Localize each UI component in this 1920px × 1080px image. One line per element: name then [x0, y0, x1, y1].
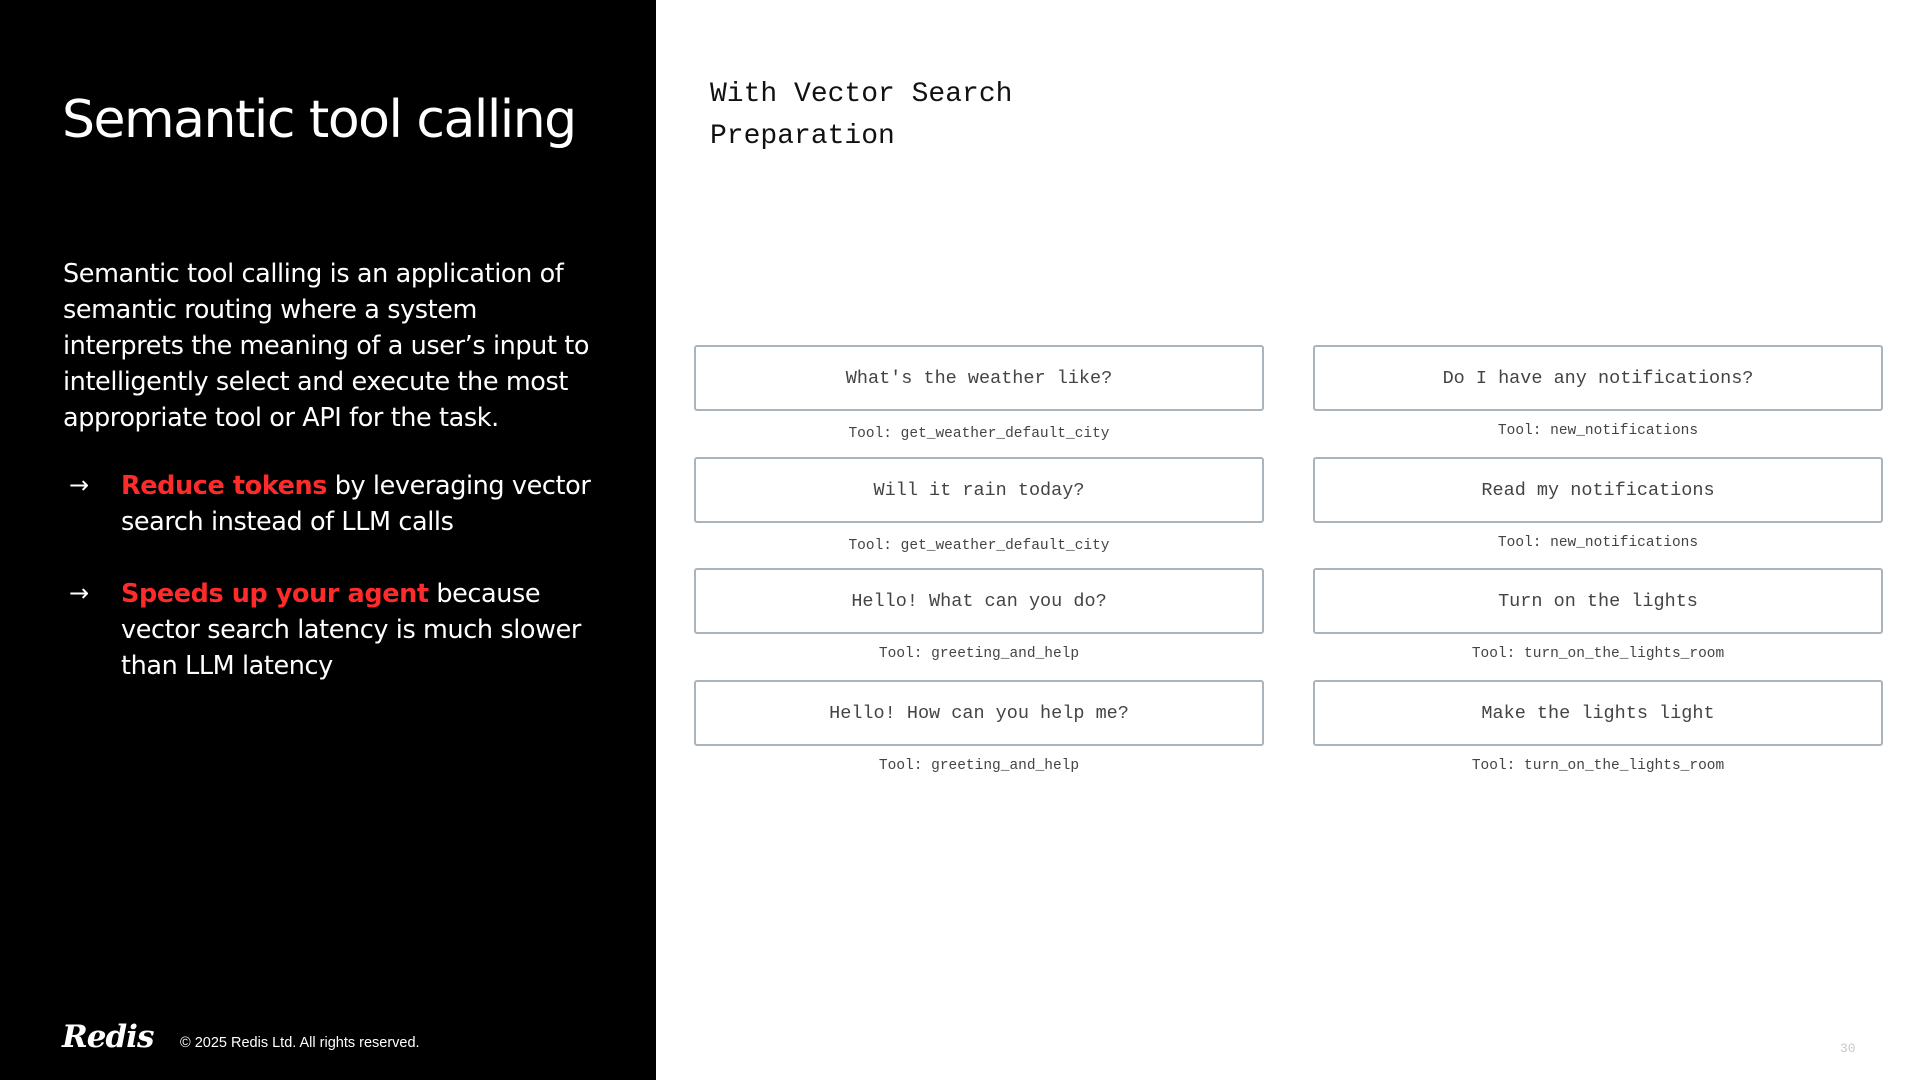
redis-logo: Redis — [62, 1019, 154, 1055]
example-query-box: Make the lights light — [1313, 680, 1883, 746]
example-query-box: Turn on the lights — [1313, 568, 1883, 634]
tool-label: Tool: turn_on_the_lights_room — [1471, 646, 1725, 662]
example-query-box: Do I have any notifications? — [1313, 345, 1883, 411]
tool-label: Tool: turn_on_the_lights_room — [1471, 758, 1725, 774]
tool-label: Tool: new_notifications — [1497, 535, 1699, 551]
tool-label: Tool: get_weather_default_city — [848, 538, 1110, 554]
bullet-highlight: Reduce tokens — [121, 471, 328, 501]
bullet-text — [121, 468, 601, 540]
example-query-box: What's the weather like? — [694, 345, 1264, 411]
intro-paragraph: Semantic tool calling is an application of semantic routing where a system interprets the meaning of a user’s input to intelligently select and execute the most appropriate tool or API for the task. — [63, 259, 590, 433]
bullet-text — [121, 576, 601, 684]
tool-label: Tool: greeting_and_help — [878, 758, 1080, 774]
copyright-notice: © 2025 Redis Ltd. All rights reserved. — [180, 1035, 420, 1051]
arrow-right-icon: → — [69, 579, 90, 607]
example-query-box: Will it rain today? — [694, 457, 1264, 523]
example-query-box: Read my notifications — [1313, 457, 1883, 523]
tool-label: Tool: get_weather_default_city — [848, 426, 1110, 442]
left-panel — [0, 0, 656, 1080]
bullet-highlight: Speeds up your agent — [121, 579, 429, 609]
arrow-right-icon: → — [69, 471, 90, 499]
bullet-rest: because vector search latency is much slower than LLM latency — [121, 579, 581, 681]
slide-title: Semantic tool calling — [62, 90, 576, 150]
page-number: 30 — [1840, 1041, 1856, 1056]
example-query-box: Hello! What can you do? — [694, 568, 1264, 634]
example-query-box: Hello! How can you help me? — [694, 680, 1264, 746]
bullet-rest: by leveraging vector search instead of LLM calls — [121, 471, 591, 537]
tool-label: Tool: new_notifications — [1497, 423, 1699, 439]
tool-label: Tool: greeting_and_help — [878, 646, 1080, 662]
right-heading: With Vector Search Preparation — [710, 79, 1013, 152]
